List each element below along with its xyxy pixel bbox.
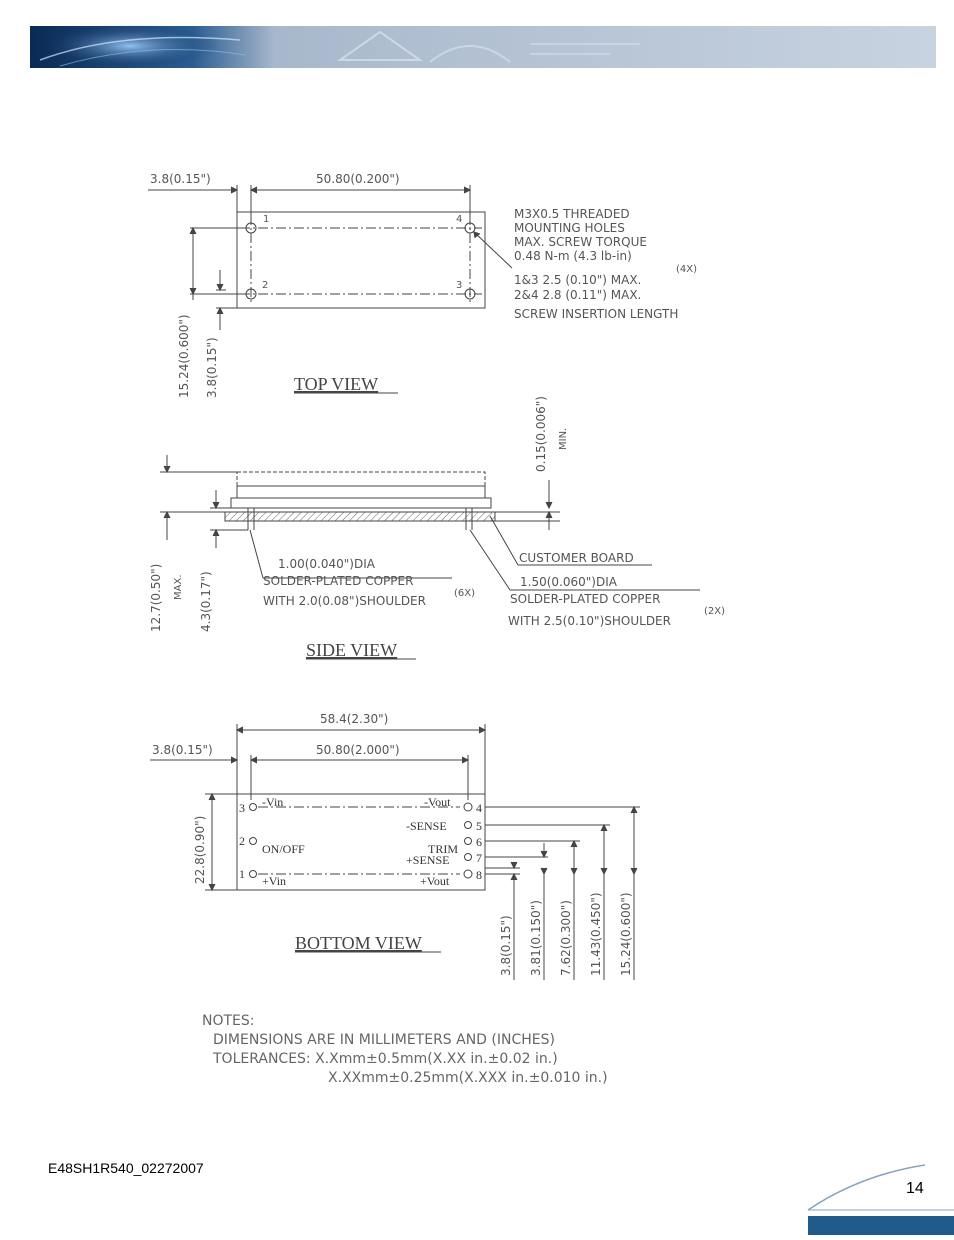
- bottom-vert-dim: 11.43(0.450"): [589, 892, 603, 976]
- pin-2: [250, 838, 257, 845]
- bottom-vert-dim: 3.81(0.150"): [529, 900, 543, 976]
- pin-large-line: SOLDER-PLATED COPPER: [510, 592, 661, 606]
- note-line: MAX. SCREW TORQUE: [514, 235, 647, 249]
- hole-label-2: 2: [262, 280, 269, 291]
- bottom-vert-dim: 7.62(0.300"): [559, 900, 573, 976]
- pin-small-count: (6X): [454, 588, 476, 599]
- notes-line: DIMENSIONS ARE IN MILLIMETERS AND (INCHES): [213, 1032, 555, 1048]
- pin-label-8: +Vout: [420, 874, 450, 888]
- pin-num-2: 2: [239, 834, 245, 848]
- notes-block: [202, 1013, 608, 1086]
- note-line: MOUNTING HOLES: [514, 221, 625, 235]
- side-dim-pin: 4.3(0.17"): [199, 571, 213, 632]
- pin-6: [465, 838, 472, 845]
- pin-label-3: -Vin: [262, 795, 284, 809]
- footer-bar: [808, 1216, 954, 1235]
- document-id: E48SH1R540_02272007: [48, 1160, 204, 1176]
- side-dim-height: 12.7(0.50"): [149, 563, 163, 632]
- pin-num-3: 3: [239, 801, 245, 815]
- bottom-view-title: BOTTOM VIEW: [295, 933, 422, 953]
- notes-line: X.XXmm±0.25mm(X.XXX in.±0.010 in.): [328, 1070, 608, 1086]
- pin-large-line: 1.50(0.060")DIA: [520, 575, 617, 589]
- pin-label-2: ON/OFF: [262, 842, 305, 856]
- side-view: [160, 455, 700, 590]
- customer-board-label: CUSTOMER BOARD: [519, 551, 634, 565]
- pin-label-5: -SENSE: [406, 819, 447, 833]
- top-view-title: TOP VIEW: [294, 374, 379, 394]
- top-dim-height: 15.24(0.600"): [177, 314, 191, 398]
- pin-label-4: -Vout: [424, 795, 451, 809]
- hole-label-3: 3: [456, 280, 463, 291]
- pin-num-4: 4: [476, 801, 482, 815]
- pin-small-line: 1.00(0.040")DIA: [278, 557, 375, 571]
- note-line: M3X0.5 THREADED: [514, 207, 630, 221]
- pin-label-1: +Vin: [262, 874, 287, 888]
- footer-graphic: [808, 1165, 954, 1235]
- mounting-hole-note: [514, 207, 697, 321]
- pin-5: [465, 822, 472, 829]
- note-line: 2&4 2.8 (0.11") MAX.: [514, 288, 642, 302]
- banner-glow: [40, 24, 220, 68]
- pin-large-count: (2X): [704, 606, 726, 617]
- note-line: 1&3 2.5 (0.10") MAX.: [514, 273, 642, 287]
- pin-label-6: TRIM: [428, 842, 458, 856]
- top-dim-left: 3.8(0.15"): [150, 172, 211, 186]
- pin-num-5: 5: [476, 819, 482, 833]
- pin-7: [465, 854, 472, 861]
- pin-small-line: SOLDER-PLATED COPPER: [263, 574, 414, 588]
- top-view: [148, 185, 512, 330]
- bottom-dim-height: 22.8(0.90"): [193, 815, 207, 884]
- note-line: SCREW INSERTION LENGTH: [514, 307, 679, 321]
- customer-board: [225, 512, 495, 521]
- pin-3: [250, 804, 257, 811]
- note-count: (4X): [676, 264, 698, 275]
- top-dim-width: 50.80(0.200"): [316, 172, 400, 186]
- hole-label-1: 1: [263, 214, 270, 225]
- pin-num-8: 8: [476, 868, 482, 882]
- pin-num-7: 7: [476, 851, 482, 865]
- pin-8: [464, 870, 472, 878]
- note-line: 0.48 N-m (4.3 lb-in): [514, 249, 632, 263]
- bottom-dim-pitch: 50.80(2.000"): [316, 743, 400, 757]
- pin-num-1: 1: [239, 867, 245, 881]
- page-number: 14: [906, 1180, 924, 1197]
- hole-label-4: 4: [456, 214, 463, 225]
- pin-1: [250, 871, 257, 878]
- side-view-title: SIDE VIEW: [306, 640, 398, 660]
- pin-large-line: WITH 2.5(0.10")SHOULDER: [508, 614, 671, 628]
- pin-label-7: +SENSE: [406, 853, 450, 867]
- side-dim-gap-min: MIN.: [558, 427, 569, 450]
- bottom-dim-left: 3.8(0.15"): [152, 743, 213, 757]
- side-dim-height-max: MAX.: [173, 574, 184, 600]
- side-dim-gap: 0.15(0.006"): [534, 396, 548, 472]
- pin-num-6: 6: [476, 835, 482, 849]
- top-dim-vert-small: 3.8(0.15"): [205, 337, 219, 398]
- header-banner: [30, 24, 936, 68]
- notes-line: TOLERANCES: X.Xmm±0.5mm(X.XX in.±0.02 in.): [213, 1051, 558, 1067]
- pin-4: [464, 803, 472, 811]
- bottom-vert-dim: 15.24(0.600"): [619, 892, 633, 976]
- pin-small-line: WITH 2.0(0.08")SHOULDER: [263, 594, 426, 608]
- bottom-dim-total: 58.4(2.30"): [320, 712, 389, 726]
- bottom-vert-dim: 3.8(0.15"): [499, 915, 513, 976]
- notes-heading: NOTES:: [202, 1013, 255, 1029]
